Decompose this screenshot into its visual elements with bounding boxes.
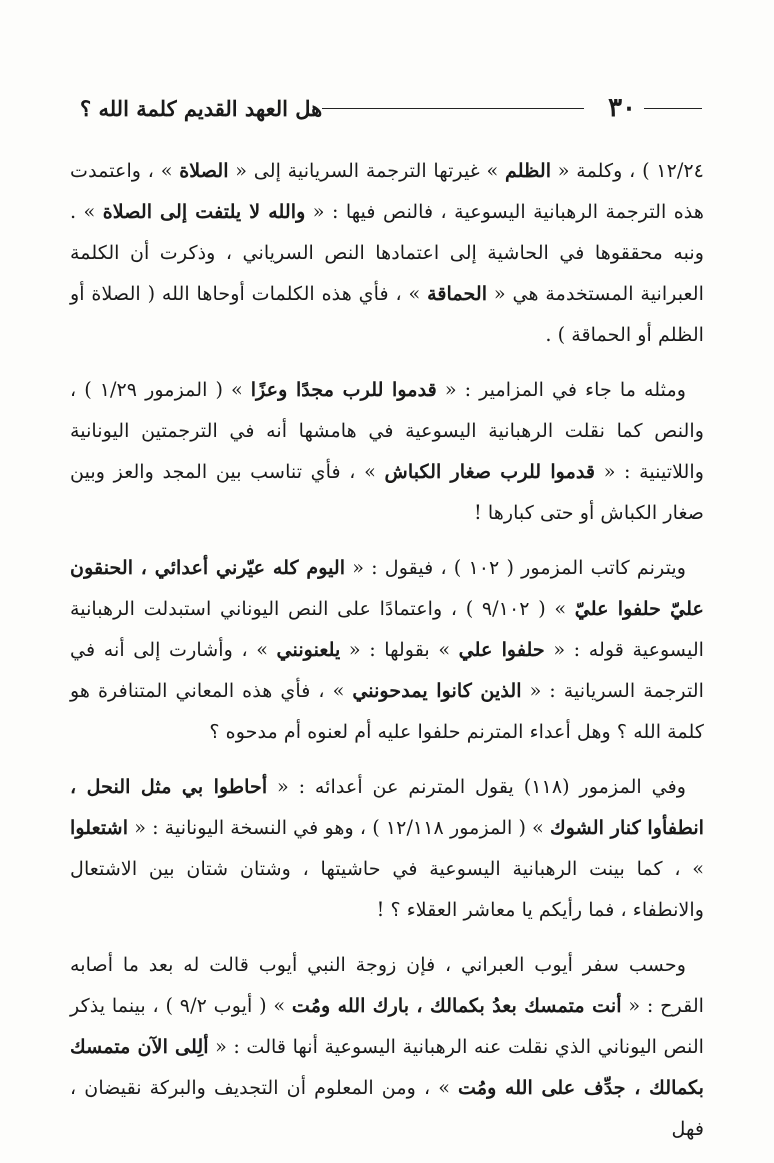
text-run: ومثله ما جاء في المزامير : « (436, 378, 686, 401)
text-run: » ( أيوب ٩/٢ ) ، بينما يذكر النص اليوناني الذي نقلت عنه الرهبانية اليسوعية أنها قالت : « (70, 994, 704, 1058)
paragraph (70, 944, 704, 1149)
bold-text-run: أحاطوا بي مثل النحل ، انطفأوا كنار الشوك (70, 775, 704, 839)
paragraph (70, 150, 704, 355)
text-run: » ( المزمور ١٢/١١٨ ) ، وهو في النسخة اليونانية : « (128, 816, 550, 839)
bold-text-run: أنت متمسك بعدُ بكمالك ، بارك الله ومُت (291, 994, 622, 1017)
paragraph (70, 369, 704, 533)
text-run: » . ونبه محققوها في الحاشية إلى اعتمادها النص السرياني ، وذكرت أن الكلمة العبرانية المستخدمة هي « (70, 200, 704, 305)
bold-text-run: الحماقة (427, 282, 488, 305)
bold-text-run: اشتعلوا (70, 816, 129, 839)
bold-text-run: حلفوا علي (458, 638, 545, 661)
bold-text-run: قدموا للرب صغار الكباش (384, 460, 596, 483)
text-run: ويترنم كاتب المزمور ( ١٠٢ ) ، فيقول : « (345, 556, 687, 579)
text-run: » ، ومن المعلوم أن التجديف والبركة نقيضان ، فهل (70, 1076, 704, 1140)
bold-text-run: اليوم كله عيّرني أعدائي ، الحنقون عليّ حلفوا عليّ (70, 556, 704, 620)
paragraph (70, 766, 704, 930)
text-run: » ، كما بينت الرهبانية اليسوعية في حاشيتها ، وشتان شتان بين الاشتعال والانطفاء ، فما رأيكم يا معاشر العقلاء ؟ ! (70, 857, 704, 921)
bold-text-run: الصلاة (179, 159, 229, 182)
page-number: ٣٠ (608, 93, 636, 123)
body-text (70, 150, 704, 1163)
bold-text-run: والله لا يلتفت إلى الصلاة (102, 200, 306, 223)
text-run: ١٢/٢٤ ) ، وكلمة « (551, 159, 704, 182)
header-rule-right (644, 108, 702, 109)
text-run: » غيرتها الترجمة السريانية إلى « (228, 159, 506, 182)
text-run: » بقولها : « (340, 638, 459, 661)
bold-text-run: الظلم (505, 159, 552, 182)
text-run: وفي المزمور (١١٨) يقول المترنم عن أعدائه : « (267, 775, 687, 798)
text-run: » ، واعتمدت هذه الترجمة الرهبانية اليسوعية ، فالنص فيها : « (70, 159, 704, 223)
running-header (80, 88, 702, 128)
text-run: » ( ٩/١٠٢ ) ، واعتمادًا على النص اليوناني استبدلت الرهبانية اليسوعية قوله : « (70, 597, 705, 661)
text-run: وحسب سفر أيوب العبراني ، فإن زوجة النبي أيوب قالت له بعد ما أصابه القرح : « (70, 953, 704, 1017)
text-run: » ، وأشارت إلى أنه في الترجمة السريانية : « (70, 638, 704, 702)
text-run: » ، فأي هذه المعاني المتنافرة هو كلمة الله ؟ وهل أعداء المترنم حلفوا عليه أم لعنوه أم مدحوه ؟ (70, 679, 704, 743)
bold-text-run: ألِلى الآن متمسك بكمالك ، جدِّف على الله ومُت (70, 1035, 704, 1099)
bold-text-run: الذين كانوا يمدحونني (352, 679, 522, 702)
bold-text-run: قدموا للرب مجدًا وعزًا (250, 378, 437, 401)
text-run: » ( المزمور ١/٢٩ ) ، والنص كما نقلت الرهبانية اليسوعية في هامشها أنه في الترجمتين اليونانية واللاتينية : « (70, 378, 704, 483)
bold-text-run: يلعنونني (276, 638, 341, 661)
text-run: » ، فأي هذه الكلمات أوحاها الله ( الصلاة أو الظلم أو الحماقة ) . (70, 282, 704, 346)
text-run: » ، فأي تناسب بين المجد والعز وبين صغار الكباش أو حتى كبارها ! (70, 460, 704, 524)
running-title: هل العهد القديم كلمة الله ؟ (80, 95, 323, 121)
paragraph (70, 547, 704, 752)
header-rule-left (322, 108, 584, 109)
